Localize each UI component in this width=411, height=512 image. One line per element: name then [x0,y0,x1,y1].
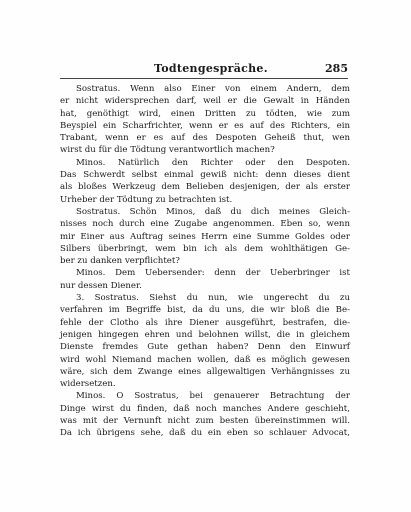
text-line: Minos. O Sostratus, bei genauerer Betrachtung der [76,391,350,402]
text-line: Dinge wirst du finden, daß noch manches Andere geschieht, [60,403,350,414]
text-body [60,83,350,440]
text-line: nisses noch durch eine Zugabe angenommen. Eben so, wenn [60,219,350,230]
text-line: mir Einer aus Auftrag seines Herrn eine Summe Goldes oder [60,231,350,242]
text-line: wird wohl Niemand machen wollen, daß es möglich gewesen [60,354,350,365]
header-rule [60,78,348,79]
text-line: als bloßes Werkzeug dem Belieben desjenigen, der als erster [60,182,350,193]
text-line: hat, genöthigt wird, einen Dritten zu tödten, wie zum [60,108,350,119]
running-title: Todtengespräche. [154,62,268,75]
running-header [60,62,348,76]
text-line: wäre, sich dem Zwange eines allgewaltigen Verhängnisses zu [60,366,350,377]
text-line: Dienste fremdes Gute gethan haben? Denn den Einwurf [60,342,350,353]
text-line: was mit der Vernunft nicht zum besten übereinstimmen will. [60,416,350,427]
text-line: Beyspiel ein Scharfrichter, wenn er es auf des Richters, ein [60,120,350,131]
text-line: nur dessen Diener. [60,280,142,291]
text-line: Silbers überbringt, wem bin ich als dem wohlthätigen Ge- [60,243,350,254]
text-line: fehle der Clotho als ihre Diener ausgeführt, bestrafen, die- [60,317,350,328]
text-line: Minos. Natürlich den Richter oder den Despoten. [76,157,350,168]
text-line: ber zu danken verpflichtet? [60,256,180,267]
text-line: Minos. Dem Uebersender: denn der Ueberbringer ist [76,268,350,279]
text-line: Da ich übrigens sehe, daß du ein eben so schlauer Advocat, [60,428,350,439]
text-line: Sostratus. Wenn also Einer von einem Andern, dem [76,84,350,94]
text-line: 3. Sostratus. Siehst du nun, wie ungerecht du zu [76,293,350,304]
text-line: verfahren im Begriffe bist, da du uns, die wir bloß die Be- [60,305,350,316]
text-line: widersetzen. [60,379,116,390]
text-line: wirst du für die Tödtung verantwortlich machen? [60,145,275,156]
text-line: Urheber der Tödtung zu betrachten ist. [60,194,233,205]
text-line: jenigen hingegen ehren und belohnen willst, die in gleichem [60,329,350,340]
text-line: Trabant, wenn er es auf des Despoten Geheiß thut, wen [60,133,350,144]
text-line: er nicht widersprechen darf, weil er die Gewalt in Händen [60,96,350,107]
text-line: Das Schwerdt selbst einmal gewiß nicht: denn dieses dient [60,170,350,181]
page-number: 285 [325,62,348,75]
text-line: Sostratus. Schön Minos, daß du dich meines Gleich- [76,206,350,217]
